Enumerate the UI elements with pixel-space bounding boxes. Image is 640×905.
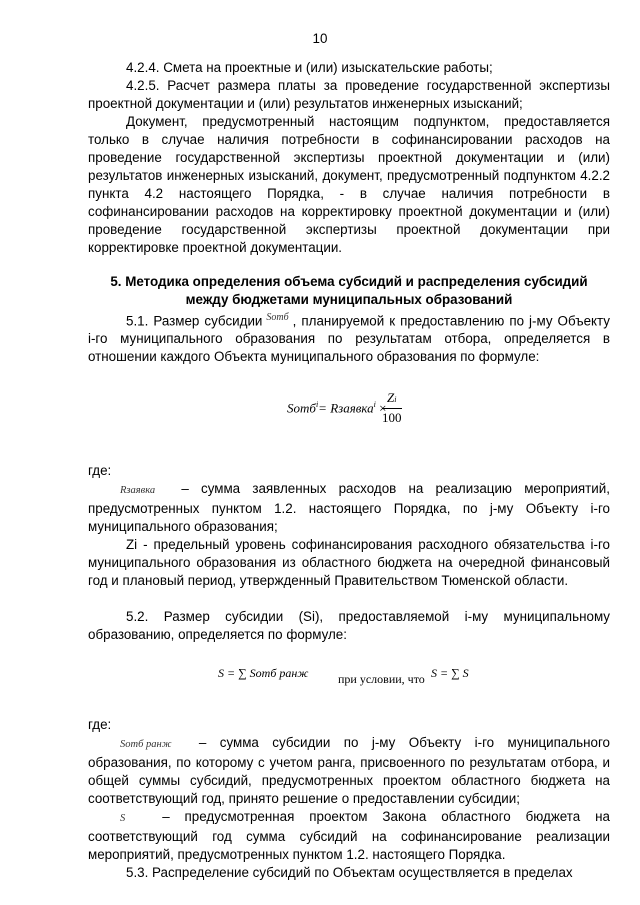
section-5-heading (88, 273, 610, 309)
zi-definition: Zi - предельный уровень софинансирования расходного обязательства i-го муниципального образования из областного бюджета на очередной финансовый год и плановый период, утвержденный Правительством Тюменской области. (88, 537, 610, 589)
formula2-right: S = ∑ S (431, 666, 469, 681)
formula1-denominator: 100 (382, 410, 402, 426)
ranzh-definition (88, 734, 610, 808)
where-label-1: где: (88, 463, 112, 479)
formula1-fraction (382, 390, 402, 426)
formula2-left: S = ∑ Sотб ранж (218, 666, 309, 681)
document-body (88, 59, 610, 882)
s-description: – предусмотренная проектом Закона областного бюджета на соответствующий год сумма субсидий на софинансирование реализации мероприятий, предусмотренных пунктом 1.2. настоящего Порядка. (88, 809, 610, 863)
paragraph-5-1 (88, 309, 610, 366)
paragraph-document-note: Документ, предусмотренный настоящим подпунктом, предоставляется только в случае наличия потребности в софинансировании расходов на проведение государственной экспертизы проектной документации и (или) результатов инженерных изысканий, документ, предусмотренный подпунктом 4.2.2 пункта 4.2 настоящего Порядка, - в случае наличия потребности в софинансировании расходов на корректировку проектной документации и (или) проведение государственной экспертизы проектной документации при корректировке проектной документации. (88, 114, 610, 255)
paragraph-5-3: 5.3. Распределение субсидий по Объектам осуществляется в пределах (126, 865, 573, 881)
s-definition (88, 808, 610, 864)
paragraph-5-2: 5.2. Размер субсидии (Si), предоставляемой i-му муниципальному образованию, определяется по формуле: (88, 609, 610, 643)
s-symbol: S (120, 813, 126, 825)
where-label-2: где: (88, 717, 112, 733)
formula2-condition: при условии, что (338, 672, 425, 687)
formula-total-subsidy (88, 662, 610, 692)
paragraph-4-2-4: 4.2.4. Смета на проектные и (или) изыскательские работы; (126, 60, 493, 75)
subsidy-symbol: Sотб (266, 312, 289, 323)
formula1-numerator: Zi (382, 390, 402, 409)
p51-rest: , планируемой к предоставлению по j-му Объекту i-го муниципального образования по результатам отбора, определяется в отношении каждого Объекта муниципального образования по формуле: (88, 313, 611, 365)
formula-subsidy (88, 390, 610, 430)
ranzh-description: – сумма субсидии по j-му Объекту i-го муниципального образования, по которому с учетом ранга, присвоенного по результатам отбора, и общей суммы субсидий, предусмотренных проектом областного бюджета на соответствующий год, принято решение о предоставлении субсидии; (88, 735, 610, 807)
formula1-lhs: Sотб$^i$= Rзаявка$^i$ × (287, 400, 387, 416)
page-number: 10 (312, 31, 328, 46)
heading-line-2: между бюджетами муниципальных образований (185, 292, 513, 307)
rzayavka-definition (88, 480, 610, 536)
paragraph-4-2-5: 4.2.5. Расчет размера платы за проведение государственной экспертизы проектной документации и (или) результатов инженерных изысканий; (88, 78, 610, 111)
ranzh-symbol: Sотб ранж (120, 739, 172, 751)
rzayavka-description: – сумма заявленных расходов на реализацию мероприятий, предусмотренных пунктом 1.2. настоящего Порядка, по j-му Объекту i-го муниципального образования; (88, 481, 610, 535)
p51-start: 5.1. Размер субсидии (126, 313, 263, 329)
rzayavka-symbol: Rзаявка (120, 485, 156, 497)
heading-line-1: 5. Методика определения объема субсидий и распределения субсидий (110, 274, 588, 289)
